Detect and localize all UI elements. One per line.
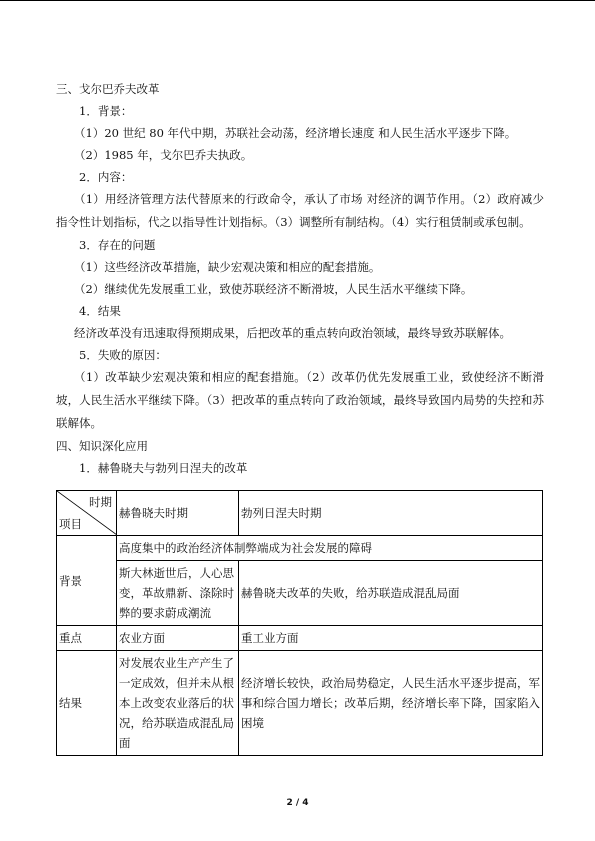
table-row <box>57 626 543 651</box>
diagonal-header-cell <box>57 491 117 536</box>
section-4-subtitle: 1．赫鲁晓夫与勃列日涅夫的改革 <box>79 461 248 475</box>
background-item-2: （2）1985 年，戈尔巴乔夫执政。 <box>74 148 253 162</box>
background-khrushchev-cell: 斯大林逝世后，人心思变，革故鼎新、涤除时弊的要求蔚成潮流 <box>117 561 239 626</box>
failure-heading: 5．失败的原因： <box>79 348 167 362</box>
background-brezhnev-cell: 赫鲁晓夫改革的失败，给苏联造成混乱局面 <box>239 561 543 626</box>
section-4-title: 四、知识深化应用 <box>56 439 148 453</box>
header-brezhnev: 勃列日涅夫时期 <box>239 491 543 536</box>
table-row <box>57 536 543 561</box>
top-rule <box>0 0 595 1</box>
result-paragraph: 经济改革没有迅速取得预期成果，后把改革的重点转向政治领域，最终导致苏联解体。 <box>74 326 511 340</box>
table-row <box>57 651 543 756</box>
table-row <box>57 561 543 626</box>
problem-item-2: （2）继续优先发展重工业，致使苏联经济不断滑坡，人民生活水平继续下降。 <box>74 282 473 296</box>
row-label-background: 背景 <box>57 536 117 626</box>
page-number: 2 / 4 <box>286 798 309 808</box>
header-khrushchev: 赫鲁晓夫时期 <box>117 491 239 536</box>
result-heading: 4．结果 <box>79 304 121 318</box>
section-3-title: 三、戈尔巴乔夫改革 <box>56 82 160 96</box>
problem-item-1: （1）这些经济改革措施，缺少宏观决策和相应的配套措施。 <box>74 260 381 274</box>
focus-brezhnev-cell: 重工业方面 <box>239 626 543 651</box>
background-heading: 1．背景： <box>79 104 133 118</box>
background-shared-cell: 高度集中的政治经济体制弊端成为社会发展的障碍 <box>117 536 543 561</box>
result-brezhnev-cell: 经济增长较快，政治局势稳定，人民生活水平逐步提高，军事和综合国力增长；改革后期，经济增长率下降，国家陷入困境 <box>239 651 543 756</box>
header-item: 项目 <box>59 517 82 531</box>
result-khrushchev-cell: 对发展农业生产产生了一定成效，但并未从根本上改变农业落后的状况，给苏联造成混乱局面 <box>117 651 239 756</box>
content-paragraph: （1）用经济管理方法代替原来的行政命令，承认了市场 对经济的调节作用。（2）政府减少指令性计划指标，代之以指导性计划指标。（3）调整所有制结构。（4）实行租赁制或承包制。 <box>56 192 544 229</box>
row-label-result: 结果 <box>57 651 117 756</box>
header-period: 时期 <box>89 495 112 509</box>
problems-heading: 3．存在的问题 <box>79 238 156 252</box>
failure-paragraph: （1）改革缺少宏观决策和相应的配套措施。（2）改革仍优先发展重工业，致使经济不断滑坡，人民生活水平继续下降。（3）把改革的重点转向了政治领域，最终导致国内局势的失控和苏联解体。 <box>56 370 544 430</box>
content-heading: 2．内容： <box>79 170 133 184</box>
table-header-row <box>57 491 543 536</box>
background-item-1: （1）20 世纪 80 年代中期，苏联社会动荡，经济增长速度 和人民生活水平逐步下降。 <box>74 126 517 140</box>
row-label-focus: 重点 <box>57 626 117 651</box>
focus-khrushchev-cell: 农业方面 <box>117 626 239 651</box>
comparison-table <box>56 490 543 756</box>
document-body <box>56 78 544 479</box>
